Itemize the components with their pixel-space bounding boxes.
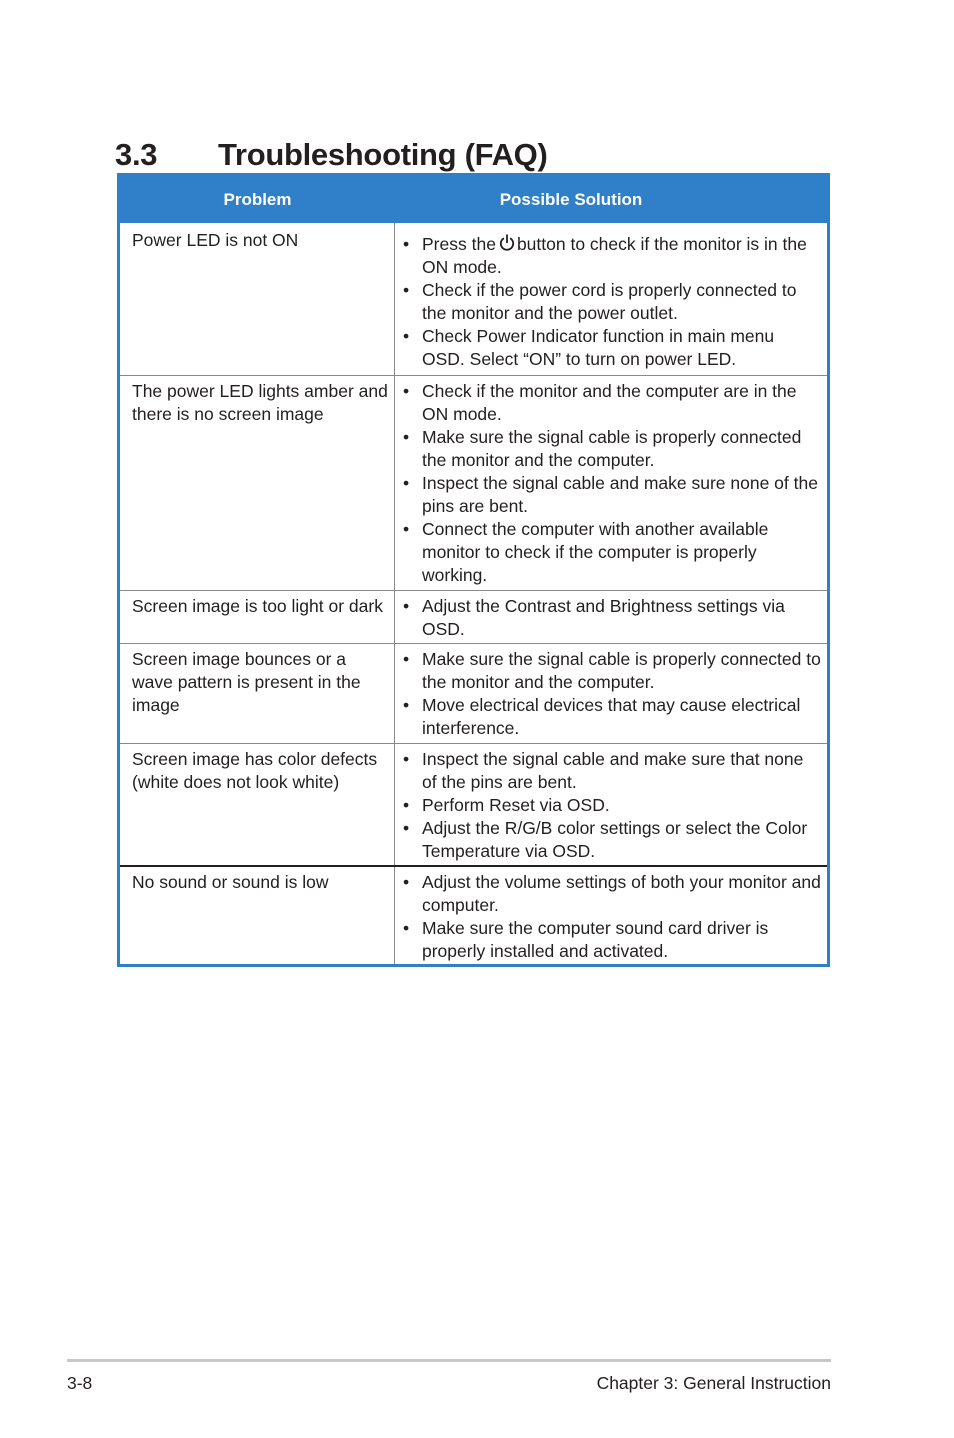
table-header xyxy=(120,176,827,223)
bullet-icon: • xyxy=(403,818,410,838)
solution-text: Make sure the computer sound card driver is properly installed and activated. xyxy=(422,918,769,961)
solution-item xyxy=(401,917,821,963)
solution-item xyxy=(401,233,821,279)
solution-item xyxy=(401,817,821,863)
problem-cell: No sound or sound is low xyxy=(120,867,395,964)
solution-list xyxy=(401,871,821,963)
solution-item xyxy=(401,380,821,426)
solution-list xyxy=(401,595,821,641)
solution-item xyxy=(401,518,821,587)
solution-text: Connect the computer with another available monitor to check if the computer is properly working. xyxy=(422,519,769,585)
column-header-problem: Problem xyxy=(223,189,292,209)
bullet-icon: • xyxy=(403,427,410,447)
problem-cell: Screen image has color defects (white does not look white) xyxy=(120,744,395,865)
problem-cell: The power LED lights amber and there is no screen image xyxy=(120,376,395,590)
solution-text: Make sure the signal cable is properly connected the monitor and the computer. xyxy=(422,427,802,470)
problem-cell: Screen image is too light or dark xyxy=(120,591,395,643)
bullet-icon: • xyxy=(403,795,410,815)
bullet-icon: • xyxy=(403,695,410,715)
solution-text: button to check if the monitor is in the ON mode. xyxy=(422,234,807,277)
bullet-icon: • xyxy=(403,918,410,938)
troubleshooting-table xyxy=(117,173,830,967)
solution-item xyxy=(401,694,821,740)
solution-list xyxy=(401,233,821,371)
table-row xyxy=(120,375,827,590)
solution-item xyxy=(401,426,821,472)
table-row xyxy=(120,223,827,375)
power-icon xyxy=(499,234,515,252)
solution-text: Adjust the volume settings of both your monitor and computer. xyxy=(422,872,821,915)
solution-text: Inspect the signal cable and make sure none of the pins are bent. xyxy=(422,473,818,516)
page-heading xyxy=(115,133,548,177)
solution-cell xyxy=(395,644,827,743)
solution-text: Perform Reset via OSD. xyxy=(422,795,610,815)
solution-cell xyxy=(395,744,827,865)
solution-list xyxy=(401,380,821,587)
bullet-icon: • xyxy=(403,280,410,300)
bullet-icon: • xyxy=(403,326,410,346)
bullet-icon: • xyxy=(403,381,410,401)
column-header-solution: Possible Solution xyxy=(499,189,643,209)
bullet-icon: • xyxy=(403,519,410,539)
solution-item xyxy=(401,871,821,917)
solution-text: Check Power Indicator function in main menu OSD. Select “ON” to turn on power LED. xyxy=(422,326,775,369)
solution-cell xyxy=(395,223,827,375)
solution-item xyxy=(401,472,821,518)
problem-cell: Power LED is not ON xyxy=(120,223,395,375)
solution-text: Adjust the R/G/B color settings or select the Color Temperature via OSD. xyxy=(422,818,808,861)
solution-item xyxy=(401,748,821,794)
page-number: 3-8 xyxy=(67,1373,93,1393)
solution-text: Make sure the signal cable is properly connected to the monitor and the computer. xyxy=(422,649,821,692)
table-row xyxy=(120,865,827,964)
solution-text: Check if the power cord is properly connected to the monitor and the power outlet. xyxy=(422,280,797,323)
solution-item xyxy=(401,794,821,817)
solution-text: Check if the monitor and the computer are in the ON mode. xyxy=(422,381,797,424)
solution-text: Inspect the signal cable and make sure that none of the pins are bent. xyxy=(422,749,804,792)
section-number: 3.3 xyxy=(115,136,158,172)
solution-text: Adjust the Contrast and Brightness settings via OSD. xyxy=(422,596,785,639)
chapter-title: Chapter 3: General Instruction xyxy=(596,1373,831,1393)
solution-cell xyxy=(395,591,827,643)
solution-list xyxy=(401,648,821,740)
bullet-icon: • xyxy=(403,872,410,892)
bullet-icon: • xyxy=(403,473,410,493)
section-title: Troubleshooting (FAQ) xyxy=(218,136,548,172)
solution-text: Move electrical devices that may cause electrical interference. xyxy=(422,695,801,738)
problem-cell: Screen image bounces or a wave pattern is present in the image xyxy=(120,644,395,743)
solution-list xyxy=(401,748,821,863)
footer-divider xyxy=(67,1359,831,1362)
table-row xyxy=(120,743,827,865)
solution-text: Press the xyxy=(422,234,496,254)
table-row xyxy=(120,590,827,643)
bullet-icon: • xyxy=(403,649,410,669)
solution-item xyxy=(401,325,821,371)
table-row xyxy=(120,643,827,743)
solution-cell xyxy=(395,867,827,964)
solution-item xyxy=(401,595,821,641)
bullet-icon: • xyxy=(403,234,410,254)
bullet-icon: • xyxy=(403,749,410,769)
solution-cell xyxy=(395,376,827,590)
solution-item xyxy=(401,279,821,325)
solution-item xyxy=(401,648,821,694)
bullet-icon: • xyxy=(403,596,410,616)
